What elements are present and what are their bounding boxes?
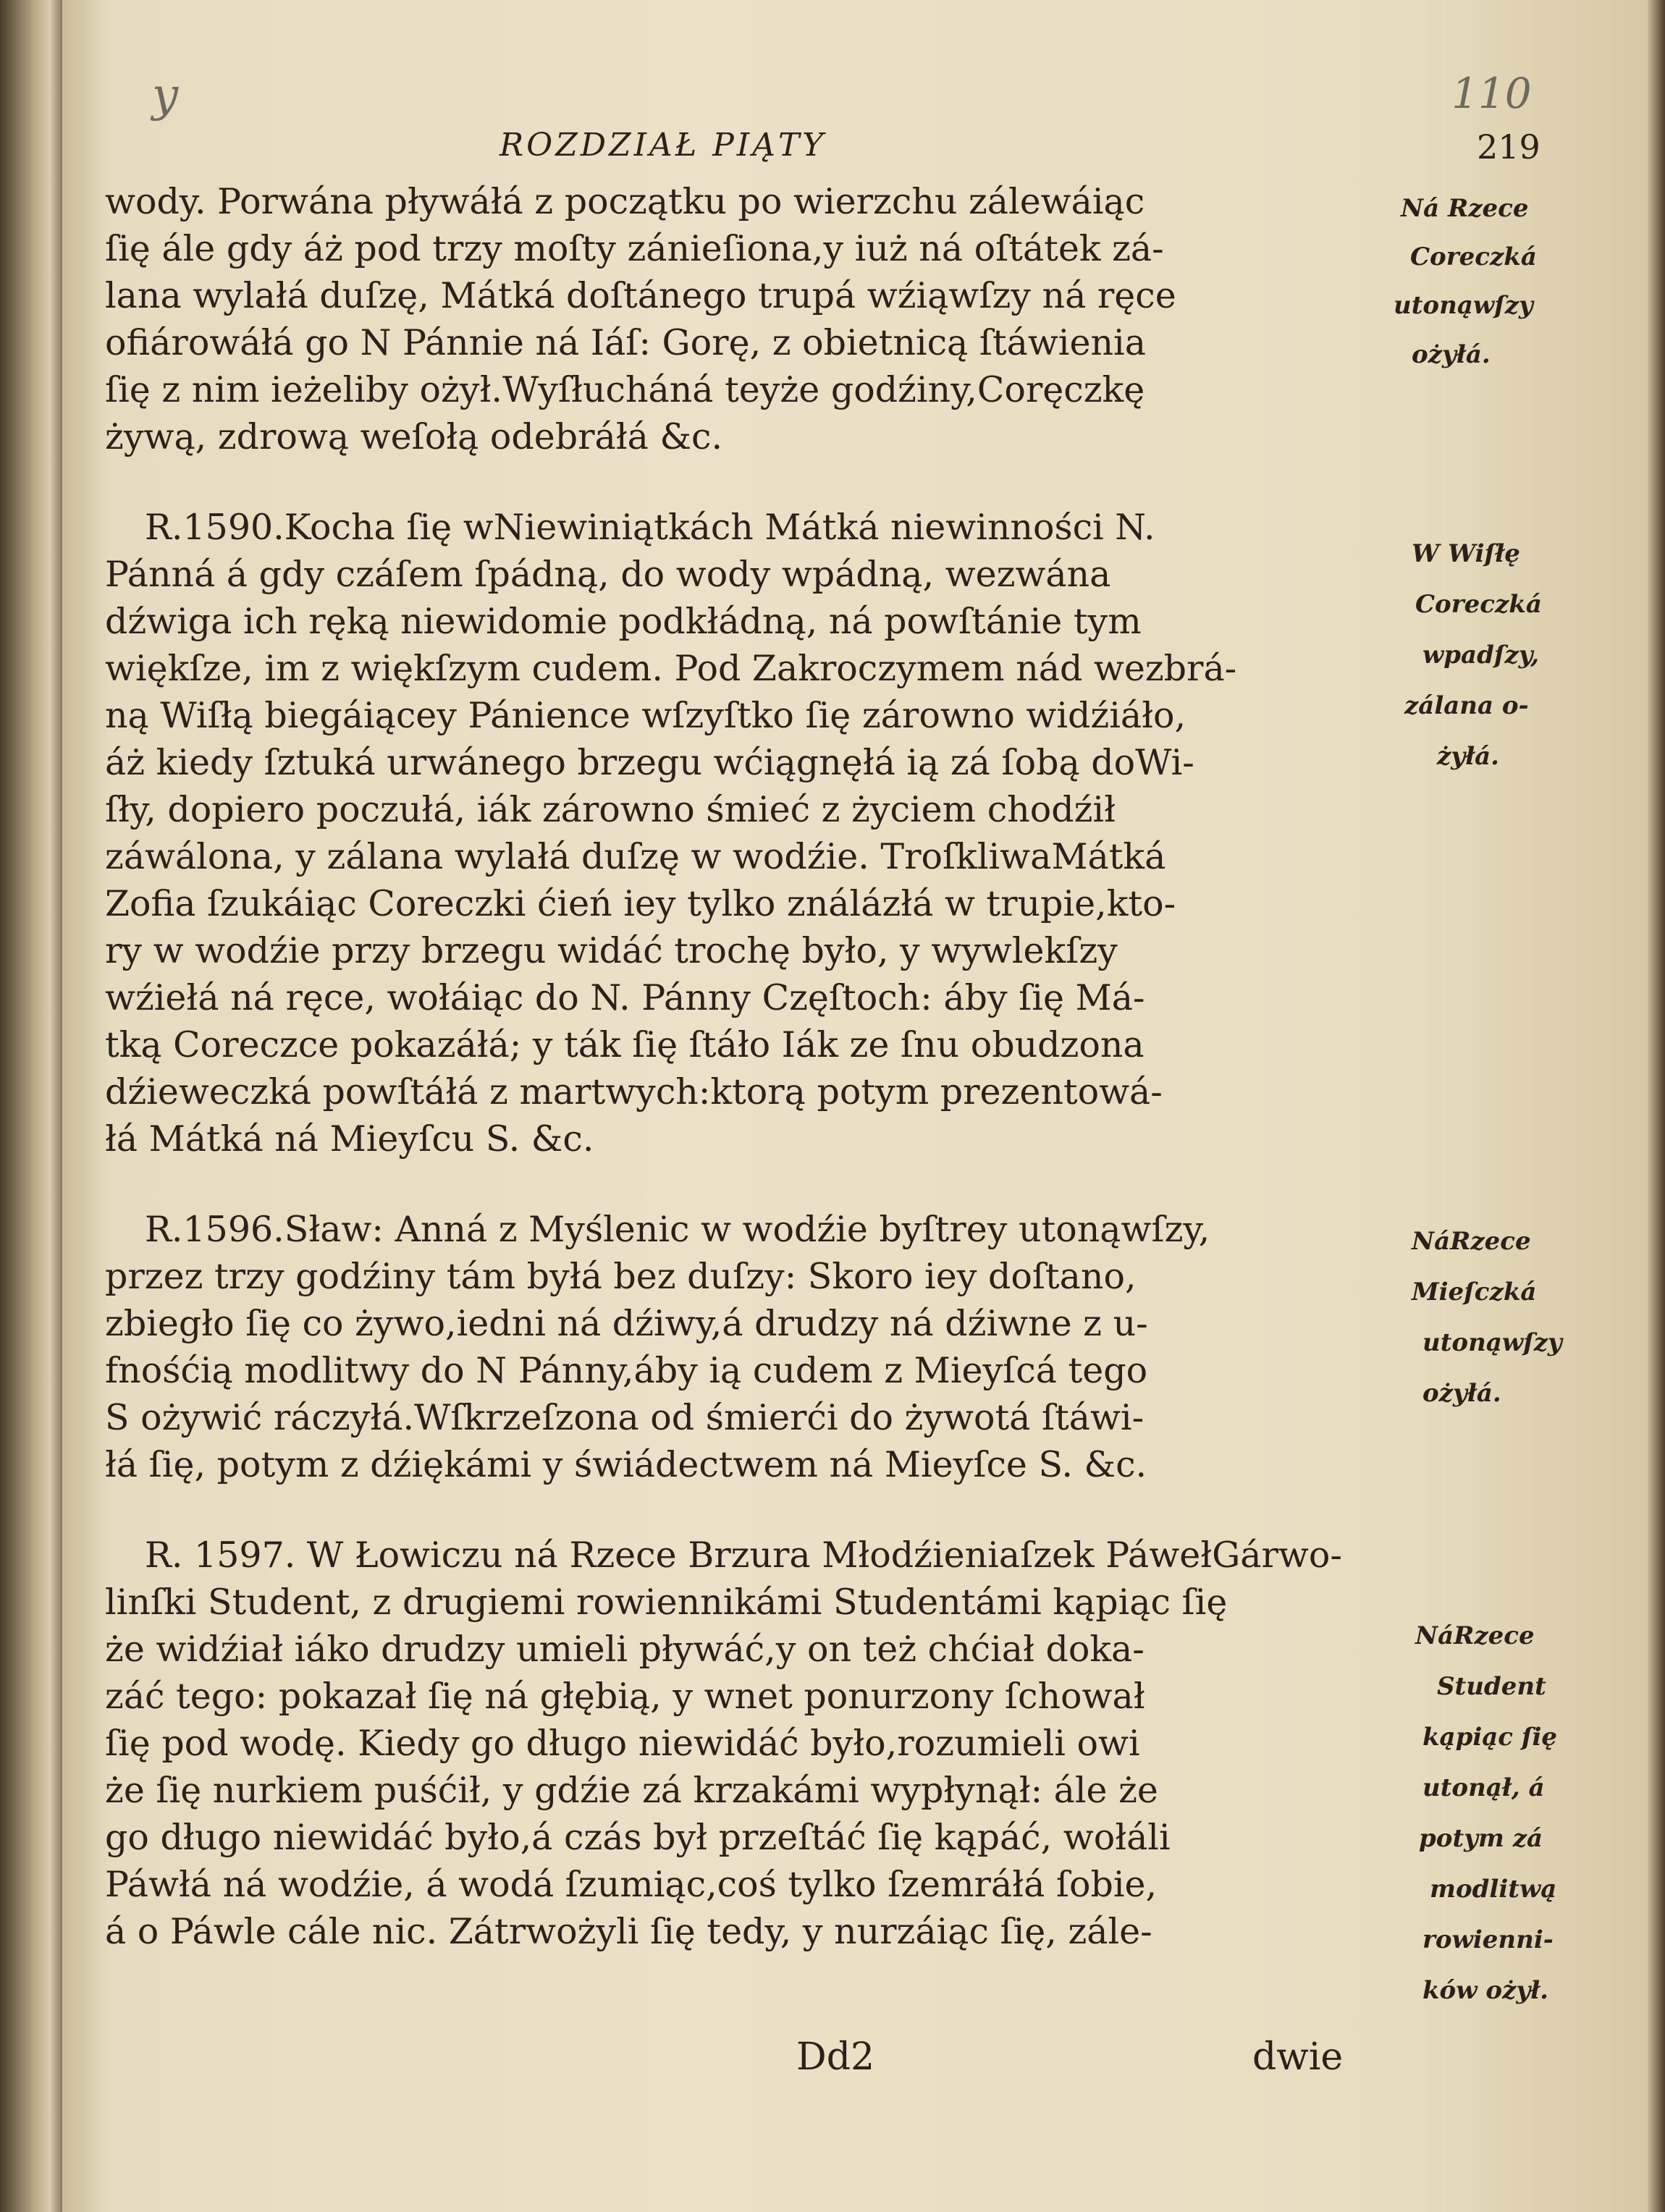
body-line: Páwłá ná wodźie, á wodá ſzumiąc,coś tylko ſzemráłá ſobie,	[105, 1864, 1158, 1905]
body-line: że ſię nurkiem puśćił, y gdźie zá krzakámi wypłynął: ále że	[105, 1770, 1158, 1811]
body-line: zbiegło ſię co żywo,iedni ná dźiwy,á drudzy ná dźiwne z u-	[105, 1303, 1148, 1344]
body-line: R. 1597. W Łowiczu ná Rzece Brzura Młodźieniaſzek PáwełGárwo-	[145, 1535, 1342, 1576]
handwritten-mark-left: y	[152, 69, 179, 122]
body-line: linſki Student, z drugiemi rowiennikámi Studentámi kąpiąc ſię	[105, 1582, 1228, 1623]
margin-note: NáRzece	[1412, 1227, 1531, 1256]
body-line: ry w wodźie przy brzegu widáć trochę było, y wywlekſzy	[105, 930, 1118, 971]
body-line: żywą, zdrową weſołą odebráłá &c.	[105, 416, 723, 457]
body-line: przez trzy godźiny tám byłá bez duſzy: Skoro iey doſtano,	[105, 1256, 1137, 1297]
body-line: lana wylałá duſzę, Mátká doſtánego trupá wźiąwſzy ná ręce	[105, 275, 1176, 316]
margin-note: Coreczká	[1415, 590, 1542, 619]
body-line: łá Mátká ná Mieyſcu S. &c.	[105, 1118, 594, 1160]
page-number: 219	[1477, 127, 1540, 166]
margin-note: Ná Rzece	[1401, 194, 1529, 223]
margin-note: zálana o-	[1404, 691, 1529, 720]
margin-note: Student	[1437, 1672, 1546, 1701]
margin-note: rowienni-	[1422, 1925, 1554, 1954]
body-line: wody. Porwána pływáłá z początku po wierzchu zálewáiąc	[105, 181, 1145, 222]
body-line: áż kiedy ſztuká urwánego brzegu wćiągnęłá ią zá ſobą doWi-	[105, 742, 1194, 783]
margin-note: kąpiąc ſię	[1422, 1723, 1558, 1752]
body-line: S ożywić ráczyłá.Wſkrzeſzona od śmierći do żywotá ſtáwi-	[105, 1397, 1145, 1438]
margin-note: żyłá.	[1437, 742, 1500, 771]
catchword: dwie	[1252, 2035, 1344, 2079]
margin-note: modlitwą	[1430, 1875, 1557, 1904]
handwritten-folio-number: 110	[1451, 69, 1532, 118]
margin-note: ków ożył.	[1422, 1976, 1549, 2005]
body-line: ſię pod wodę. Kiedy go długo niewidáć było,rozumieli owi	[105, 1723, 1140, 1764]
margin-note: utonąwſzy	[1422, 1328, 1562, 1357]
body-line: łá ſię, potym z dźiękámi y świádectwem ná Mieyſce S. &c.	[105, 1444, 1147, 1485]
body-line: ſię ále gdy áż pod trzy moſty zánieſiona,y iuż ná oſtátek zá-	[105, 228, 1164, 269]
page-edge-shadow	[1648, 0, 1665, 2212]
margin-note: NáRzece	[1415, 1621, 1535, 1650]
body-line: ſię z nim ieżeliby ożył.Wyſłucháná teyże godźiny,Coręczkę	[105, 369, 1145, 410]
body-line: á o Páwle cále nic. Zátrwożyli ſię tedy, y nurzáiąc ſię, zále-	[105, 1911, 1152, 1952]
margin-note: ożyłá.	[1422, 1379, 1501, 1408]
body-line: R.1596.Sław: Anná z Myślenic w wodźie byſtrey utonąwſzy,	[145, 1209, 1210, 1250]
body-line: wźiełá ná ręce, wołáiąc do N. Pánny Częſtoch: áby ſię Má-	[105, 977, 1145, 1018]
body-line: dźwiga ich ręką niewidomie podkłádną, ná powſtánie tym	[105, 601, 1142, 642]
margin-note: potym zá	[1419, 1824, 1543, 1853]
margin-note: Coreczká	[1410, 242, 1537, 271]
body-line: ſły, dopiero poczułá, iák zárowno śmieć z życiem chodźił	[105, 789, 1116, 830]
body-line: że widźiał iáko drudzy umieli pływáć,y on też chćiał doka-	[105, 1629, 1145, 1670]
signature-mark: Dd2	[796, 2035, 875, 2079]
margin-note: wpadſzy,	[1422, 641, 1540, 670]
body-line: dźieweczká powſtáłá z martwych:ktorą potym prezentowá-	[105, 1071, 1163, 1113]
body-line: więkſze, im z więkſzym cudem. Pod Zakroczymem nád wezbrá-	[105, 648, 1237, 689]
body-line: fnośćią modlitwy do N Pánny,áby ią cudem z Mieyſcá tego	[105, 1350, 1148, 1391]
margin-note: utonął, á	[1422, 1773, 1545, 1802]
body-line: go długo niewidáć było,á czás był przeſtáć ſię kąpáć, wołáli	[105, 1817, 1171, 1858]
book-spine	[0, 0, 62, 2212]
body-line: záć tego: pokazał ſię ná głębią, y wnet ponurzony ſchował	[105, 1676, 1145, 1717]
margin-note: ożyłá.	[1412, 340, 1491, 369]
body-line: tką Coreczce pokazáłá; y ták ſię ſtáło Iák ze ſnu obudzona	[105, 1024, 1145, 1065]
body-line: ną Wiſłą biegáiącey Pánience wſzyſtko ſię zárowno widźiáło,	[105, 695, 1186, 736]
margin-note: W Wiſłę	[1412, 539, 1520, 568]
body-line: ofiárowáłá go N Pánnie ná Iáſ: Gorę, z obietnicą ſtáwienia	[105, 322, 1146, 363]
margin-note: Mieſczká	[1412, 1278, 1537, 1306]
running-title: ROZDZIAŁ PIĄTY	[500, 127, 827, 164]
body-line: Zofia ſzukáiąc Coreczki ćień iey tylko ználázłá w trupie,kto-	[105, 883, 1176, 924]
body-line: záwálona, y zálana wylałá duſzę w wodźie. TroſkliwaMátká	[105, 836, 1166, 877]
margin-note: utonąwſzy	[1394, 291, 1533, 320]
body-line: Pánná á gdy czáſem ſpádną, do wody wpádną, wezwána	[105, 554, 1111, 595]
body-line: R.1590.Kocha ſię wNiewiniątkách Mátká niewinności N.	[145, 507, 1155, 548]
